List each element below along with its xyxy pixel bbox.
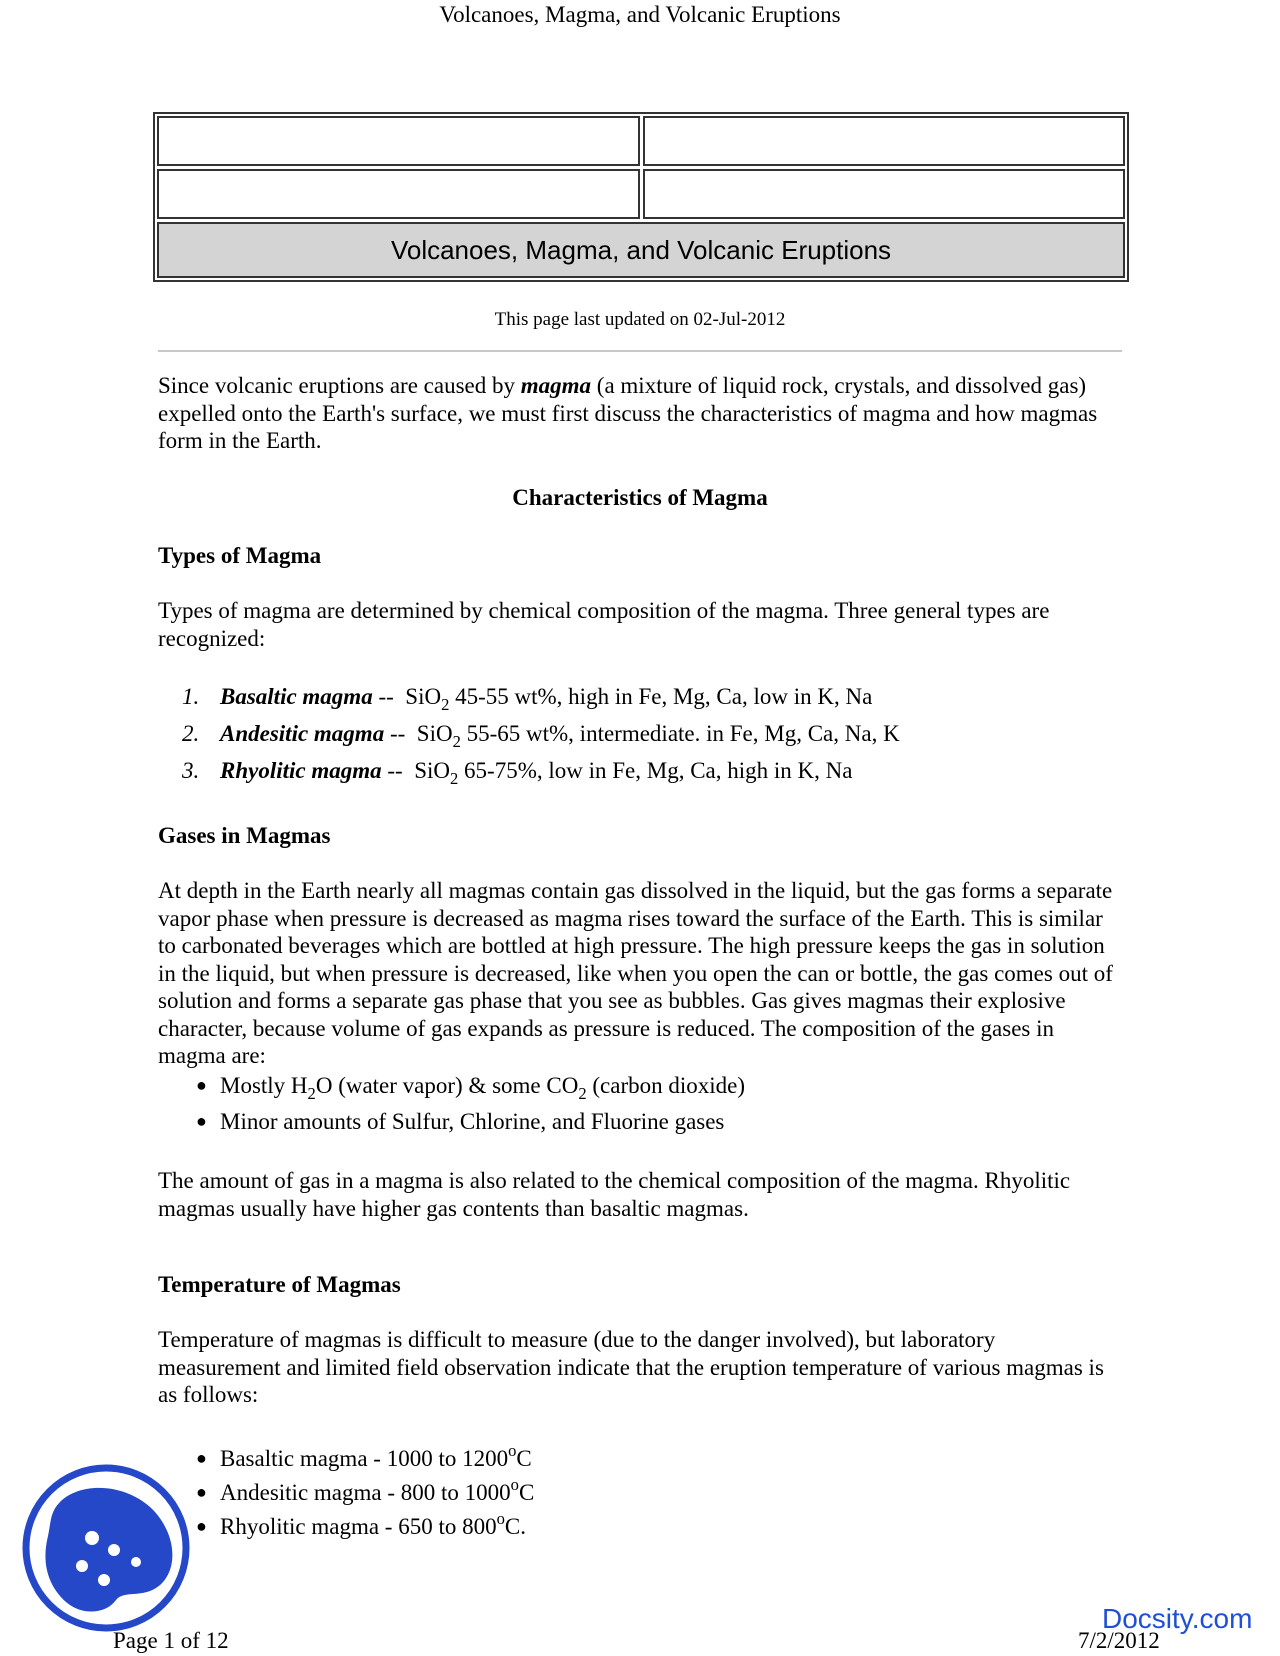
docsity-logo-icon xyxy=(20,1462,192,1634)
list-item: 3. Rhyolitic magma -- SiO$_2$ 65-75%, low in Fe, Mg, Ca, high in K, Na xyxy=(182,758,853,788)
header-cell xyxy=(643,169,1126,219)
header-cell xyxy=(643,116,1126,166)
page-number: Page 1 of 12 xyxy=(113,1628,229,1653)
types-paragraph: Types of magma are determined by chemical composition of the magma. Three general types are recognized: xyxy=(158,598,1050,651)
list-item: ● Rhyolitic magma - 650 to 800$^o$C. xyxy=(196,1509,526,1539)
last-updated: This page last updated on 02-Jul-2012 xyxy=(494,309,786,330)
list-item: 2. Andesitic magma -- SiO$_2$ 55-65 wt%, intermediate. in Fe, Mg, Ca, Na, K xyxy=(182,721,900,751)
intro-paragraph: Since volcanic eruptions are caused by magma (a mixture of liquid rock, crystals, and dissolved gas) expelled onto the Earth's surface, we must first discuss the characteristics of magma and how magmas form in the Earth. xyxy=(158,373,1098,453)
list-item: ● Andesitic magma - 800 to 1000$^o$C xyxy=(196,1475,535,1505)
types-heading: Types of Magma xyxy=(158,543,322,568)
banner-title: Volcanoes, Magma, and Volcanic Eruptions xyxy=(157,222,1125,278)
running-header: Volcanoes, Magma, and Volcanic Eruptions xyxy=(439,2,841,27)
temperature-heading: Temperature of Magmas xyxy=(158,1272,401,1297)
header-cell xyxy=(157,169,640,219)
list-item: 1. Basaltic magma -- SiO$_2$ 45-55 wt%, high in Fe, Mg, Ca, low in K, Na xyxy=(182,684,873,714)
header-table xyxy=(153,112,1129,282)
list-item: ● Mostly $H_2O$ (water vapor) & some $CO_2$ (carbon dioxide) xyxy=(196,1073,746,1103)
section-heading: Characteristics of Magma xyxy=(512,485,768,510)
list-item: ● Basaltic magma - 1000 to 1200$^o$C xyxy=(196,1441,532,1471)
gases-paragraph-2: The amount of gas in a magma is also related to the chemical composition of the magma. Rhyolitic magmas usually have higher gas contents than basaltic magmas. xyxy=(158,1168,1071,1221)
temperature-paragraph: Temperature of magmas is difficult to measure (due to the danger involved), but laboratory measurement and limited field observation indicate that the eruption temperature of various magmas is as follows: xyxy=(158,1327,1104,1407)
list-item: ● Minor amounts of Sulfur, Chlorine, and Fluorine gases xyxy=(196,1109,725,1134)
divider xyxy=(158,350,1122,352)
gases-heading: Gases in Magmas xyxy=(158,823,331,848)
header-cell xyxy=(157,116,640,166)
gases-paragraph: At depth in the Earth nearly all magmas contain gas dissolved in the liquid, but the gas forms a separate vapor phase when pressure is decreased as magma rises toward the surface of the Earth. This is similar to carbonated beverages which are bottled at high pressure. The high pressure keeps the gas in solution in the liquid, but when pressure is decreased, like when you open the can or bottle, the gas comes out of solution and forms a separate gas phase that you see as bubbles. Gas gives magmas their explosive character, because volume of gas expands as pressure is reduced. The composition of the gases in magma are: xyxy=(158,878,1113,1068)
footer-date: 7/2/2012 xyxy=(1078,1628,1160,1653)
brand-link[interactable]: Docsity.com xyxy=(1102,1603,1253,1634)
magma-term: magma xyxy=(520,373,592,398)
